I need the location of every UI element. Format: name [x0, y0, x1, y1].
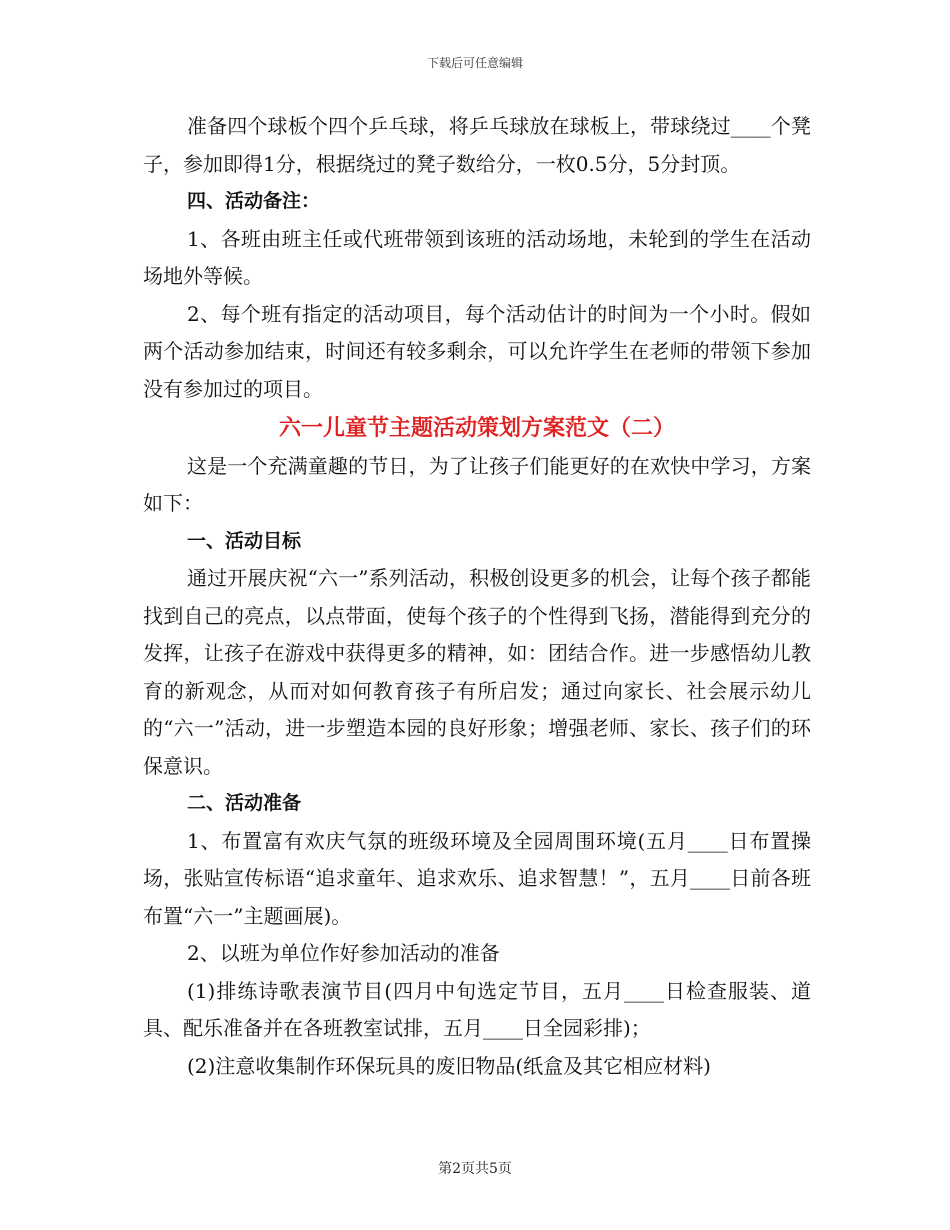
paragraph-note-1: 1、各班由班主任或代班带领到该班的活动场地，未轮到的学生在活动场地外等候。: [143, 226, 811, 288]
section-heading-notes: 四、活动备注：: [187, 190, 321, 212]
header-note: 下载后可任意编辑: [426, 56, 523, 70]
paragraph-note-2: 2、每个班有指定的活动项目，每个活动估计的时间为一个小时。假如两个活动参加结束，时间还有较多剩余，可以允许学生在老师的带领下参加没有参加过的项目。: [143, 301, 811, 401]
paragraph-prep-2: 2、以班为单位作好参加活动的准备: [187, 941, 500, 965]
paragraph-prep-2-2: (2)注意收集制作环保玩具的废旧物品(纸盒及其它相应材料): [187, 1053, 711, 1078]
paragraph-pingpong-game: 准备四个球板个四个乒乓球，将乒乓球放在球板上，带球绕过____个凳子，参加即得1分，根据绕过的凳子数给分，一枚0.5分，5分封顶。: [143, 114, 811, 176]
paragraph-prep-2-1: (1)排练诗歌表演节目(四月中旬选定节目，五月____日检查服装、道具、配乐准备并在各班教室试排，五月____日全园彩排)；: [143, 978, 811, 1040]
paragraph-intro: 这是一个充满童趣的节日，为了让孩子们能更好的在欢快中学习，方案如下：: [143, 453, 811, 515]
page-number: 第2页共5页: [438, 1161, 512, 1177]
section-heading-goal: 一、活动目标: [187, 529, 302, 552]
document-body: [143, 108, 811, 1085]
section-heading-preparation: 二、活动准备: [187, 792, 302, 814]
paragraph-goal: 通过开展庆祝“六一”系列活动，积极创设更多的机会，让每个孩子都能找到自己的亮点，以点带面，使每个孩子的个性得到飞扬，潜能得到充分的发挥，让孩子在游戏中获得更多的精神，如：团结合作。进一步感悟幼儿教育的新观念，从而对如何教育孩子有所启发；通过向家长、社会展示幼儿的“六一”活动，进一步塑造本园的良好形象；增强老师、家长、孩子们的环保意识。: [143, 566, 811, 778]
paragraph-prep-1: 1、布置富有欢庆气氛的班级环境及全园周围环境(五月____日布置操场，张贴宣传标语“追求童年、追求欢乐、追求智慧！”，五月____日前各班布置“六一”主题画展)。: [143, 828, 811, 928]
document-title: 六一儿童节主题活动策划方案范文（二）: [278, 416, 675, 441]
